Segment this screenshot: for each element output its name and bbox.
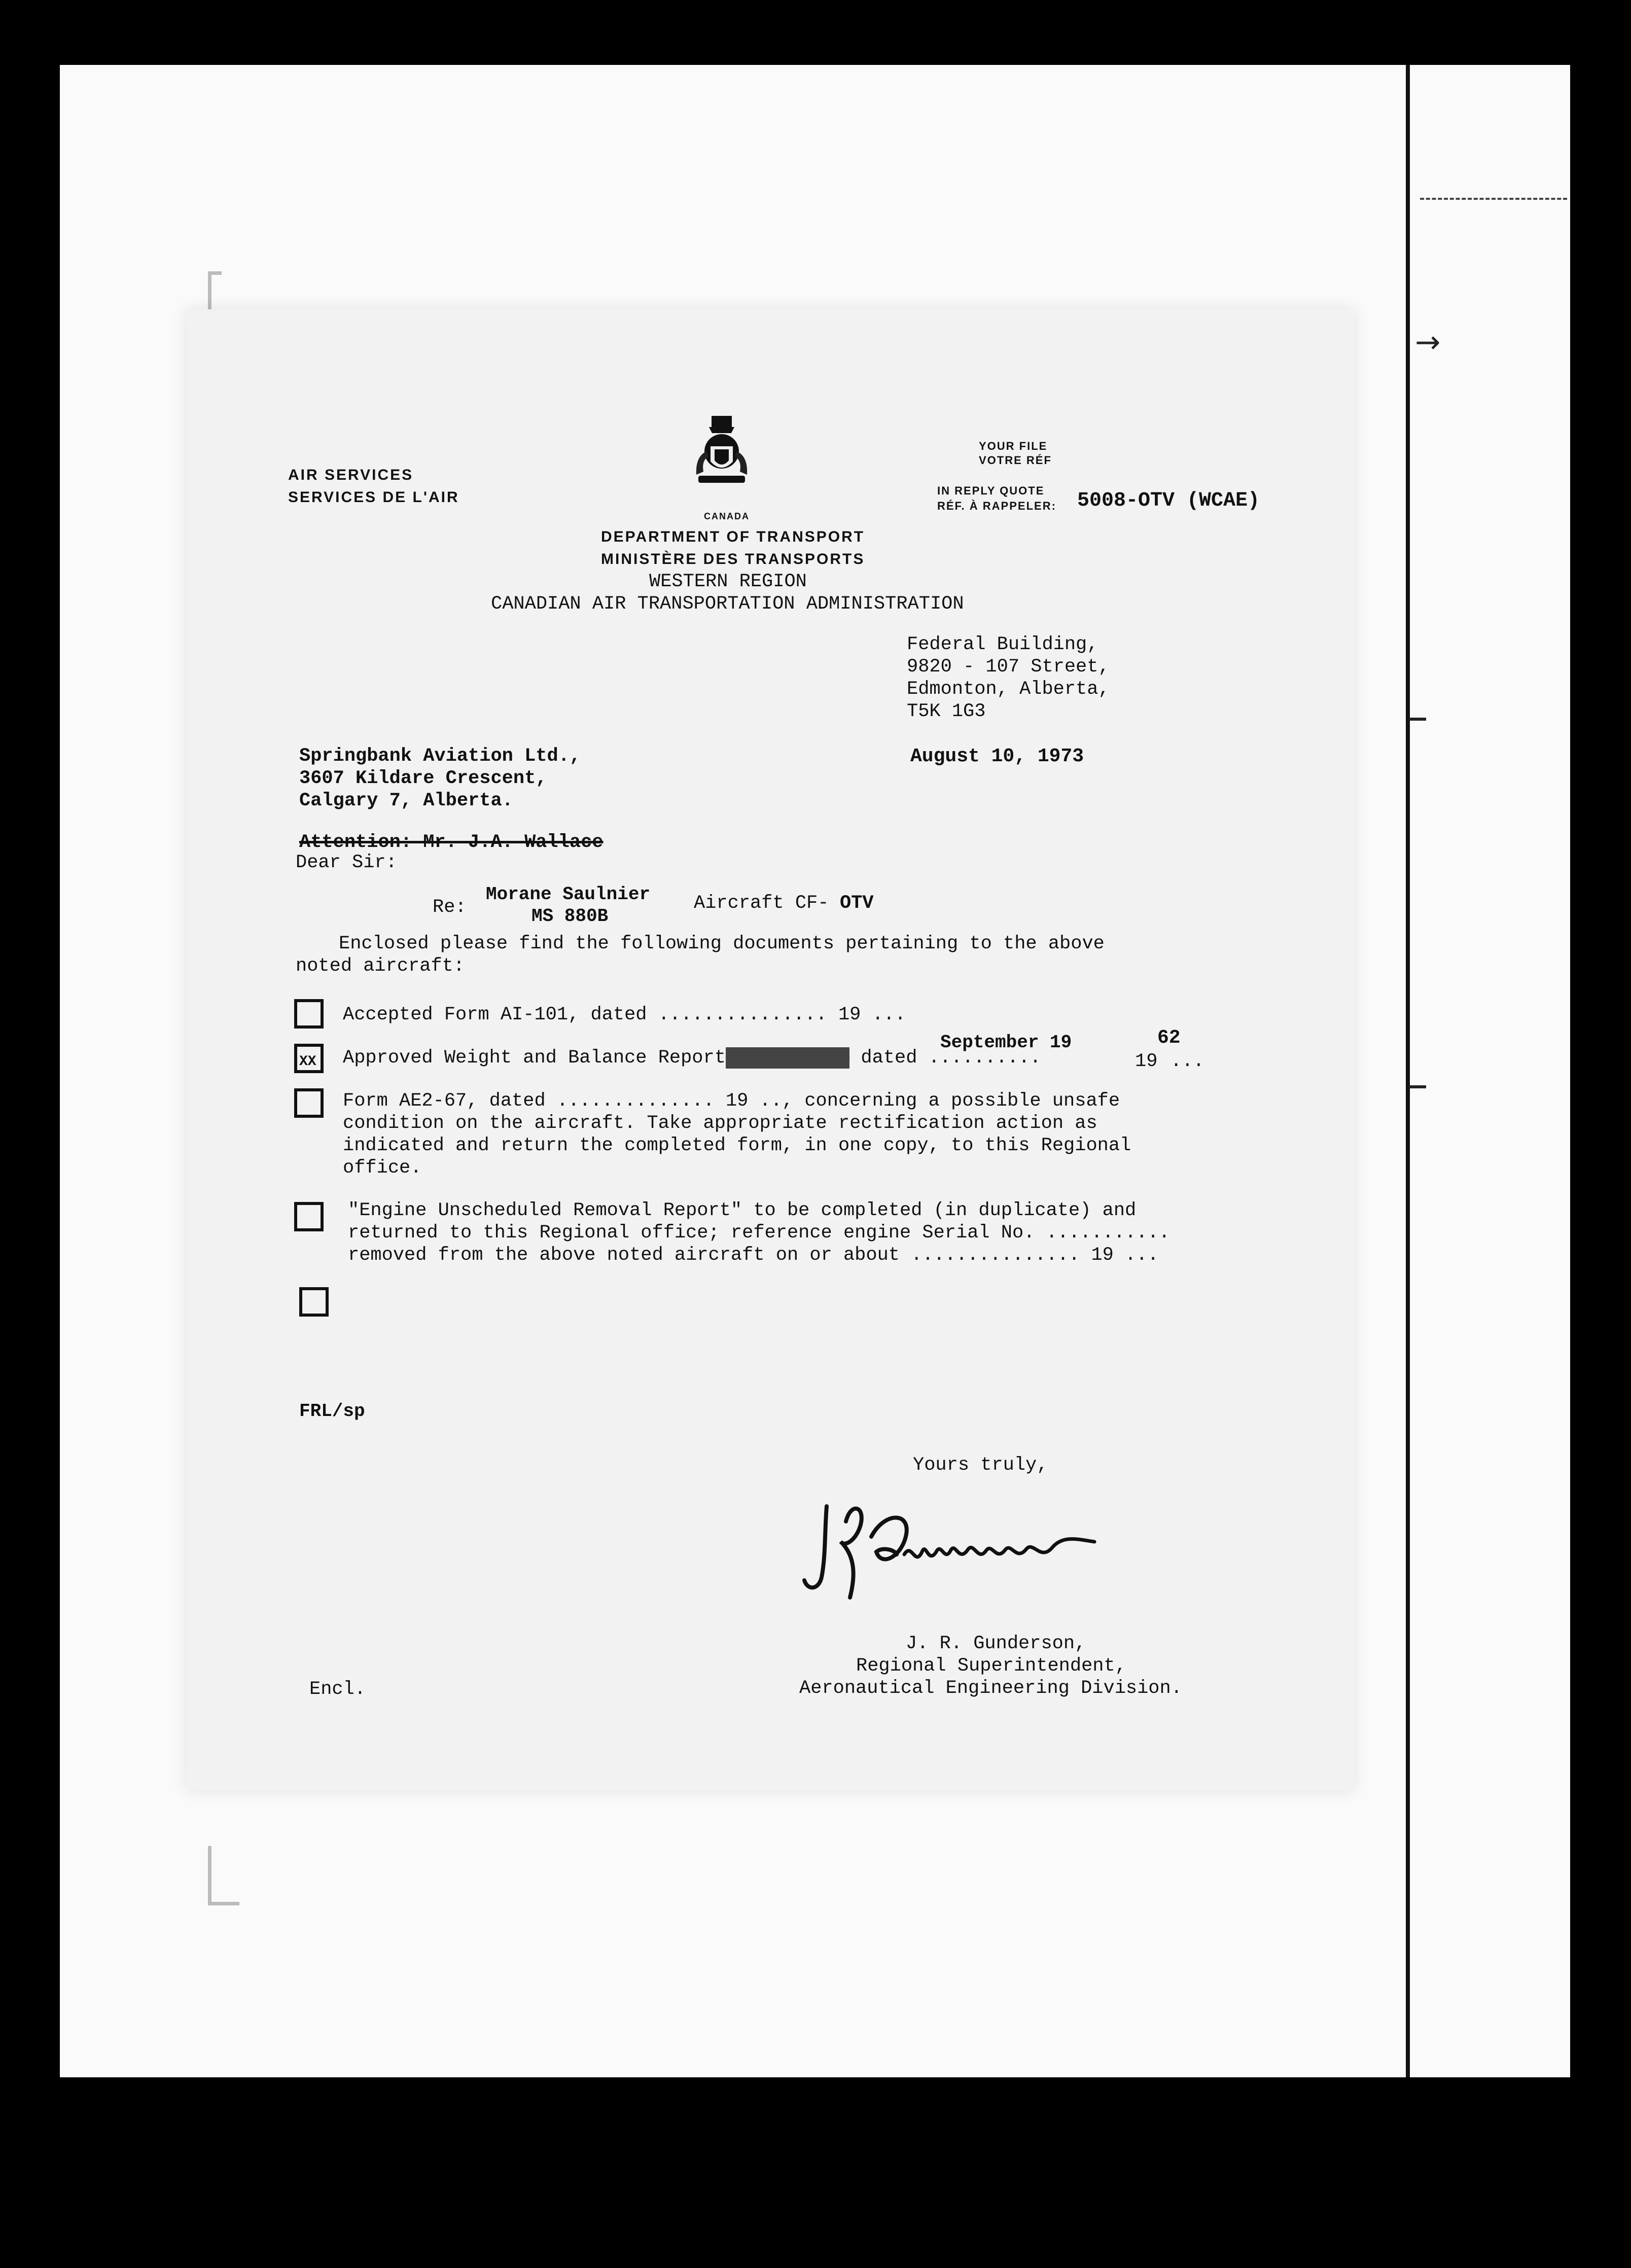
aircraft-type: Morane Saulnier	[486, 884, 651, 905]
dated-label: dated	[861, 1047, 917, 1069]
film-tick-mark	[1409, 1085, 1426, 1088]
region-name: WESTERN REGION	[649, 571, 807, 592]
service-name-en: AIR SERVICES	[288, 467, 414, 483]
item-line: office.	[343, 1157, 422, 1179]
item-line: "Engine Unscheduled Removal Report" to be completed (in duplicate) and	[348, 1200, 1137, 1221]
item-line: Form AE2-67, dated .............. 19 .., concerning a possible unsafe	[343, 1090, 1120, 1112]
year-trailing: ...	[1171, 1051, 1204, 1072]
administration-name: CANADIAN AIR TRANSPORTATION ADMINISTRATION	[491, 593, 964, 615]
frame-divider	[1406, 65, 1410, 2077]
reply-quote-label: IN REPLY QUOTE	[937, 484, 1045, 497]
item-line: Accepted Form AI-101, dated ............... 19 ...	[343, 1004, 906, 1025]
letter-page	[187, 309, 1354, 1790]
intro-line: noted aircraft:	[296, 955, 465, 977]
dated-leader: ..........	[917, 1047, 1041, 1069]
item-line: condition on the aircraft. Take appropriate rectification action as	[343, 1113, 1097, 1134]
department-name-fr: MINISTÈRE DES TRANSPORTS	[601, 551, 865, 568]
intro-line: Enclosed please find the following documents pertaining to the above	[339, 933, 1105, 954]
redacted-text: (amendment)	[725, 1047, 850, 1069]
film-tick-mark	[1409, 718, 1426, 721]
aircraft-registration: OTV	[840, 893, 874, 914]
signatory-division: Aeronautical Engineering Division.	[799, 1678, 1182, 1699]
item-line: returned to this Regional office; reference engine Serial No. ...........	[348, 1222, 1170, 1244]
your-file-label-fr: VOTRE RÉF	[979, 454, 1052, 467]
typist-initials: FRL/sp	[299, 1401, 365, 1422]
document-checkbox-checked	[294, 1044, 324, 1073]
reply-quote-label-fr: RÉF. À RAPPELER:	[937, 500, 1056, 512]
checkbox-mark: XX	[299, 1054, 316, 1070]
your-file-label: YOUR FILE	[979, 440, 1048, 452]
signatory-title: Regional Superintendent,	[856, 1655, 1126, 1677]
dated-value: September 19	[940, 1032, 1072, 1053]
document-checkbox	[294, 999, 324, 1029]
sender-address-line: 9820 - 107 Street,	[907, 656, 1110, 678]
canada-coat-of-arms-icon	[686, 416, 757, 512]
closing: Yours truly,	[913, 1455, 1048, 1476]
file-number: 5008-OTV (WCAE)	[1077, 489, 1260, 512]
sender-address-line: T5K 1G3	[907, 701, 986, 722]
document-checkbox	[294, 1088, 324, 1118]
weight-balance-line	[343, 1047, 1041, 1069]
item-line: Approved Weight and Balance Report	[343, 1047, 726, 1069]
recipient-attention: Attention: Mr. J.A. Wallace	[299, 832, 604, 853]
item-line: removed from the above noted aircraft on or about ............... 19 ...	[348, 1245, 1159, 1266]
film-dash-mark	[1420, 198, 1567, 200]
year-value: 62	[1157, 1027, 1181, 1049]
emblem-caption: CANADA	[704, 511, 750, 521]
sender-address-line: Federal Building,	[907, 634, 1098, 655]
aircraft-model: MS 880B	[531, 906, 609, 927]
service-name-fr: SERVICES DE L'AIR	[288, 489, 459, 506]
item-line: indicated and return the completed form, in one copy, to this Regional	[343, 1135, 1131, 1156]
letter-date: August 10, 1973	[910, 746, 1084, 767]
document-checkbox-empty	[299, 1287, 329, 1317]
recipient-line: Springbank Aviation Ltd.,	[299, 746, 581, 767]
department-name-en: DEPARTMENT OF TRANSPORT	[601, 528, 865, 545]
enclosure-note: Encl.	[309, 1679, 366, 1700]
year-prefix: 19	[1135, 1051, 1158, 1072]
handwritten-signature	[795, 1491, 1120, 1608]
crop-mark-bottom	[208, 1846, 239, 1905]
document-checkbox	[294, 1202, 324, 1231]
subject-re-label: Re:	[433, 897, 467, 918]
film-arrow-icon: →	[1415, 325, 1441, 360]
sender-address-line: Edmonton, Alberta,	[907, 679, 1110, 700]
recipient-line: Calgary 7, Alberta.	[299, 790, 513, 811]
aircraft-label: Aircraft CF-	[694, 893, 829, 914]
salutation: Dear Sir:	[296, 852, 397, 873]
signatory-name: J. R. Gunderson,	[906, 1633, 1086, 1654]
recipient-line: 3607 Kildare Crescent,	[299, 768, 547, 789]
